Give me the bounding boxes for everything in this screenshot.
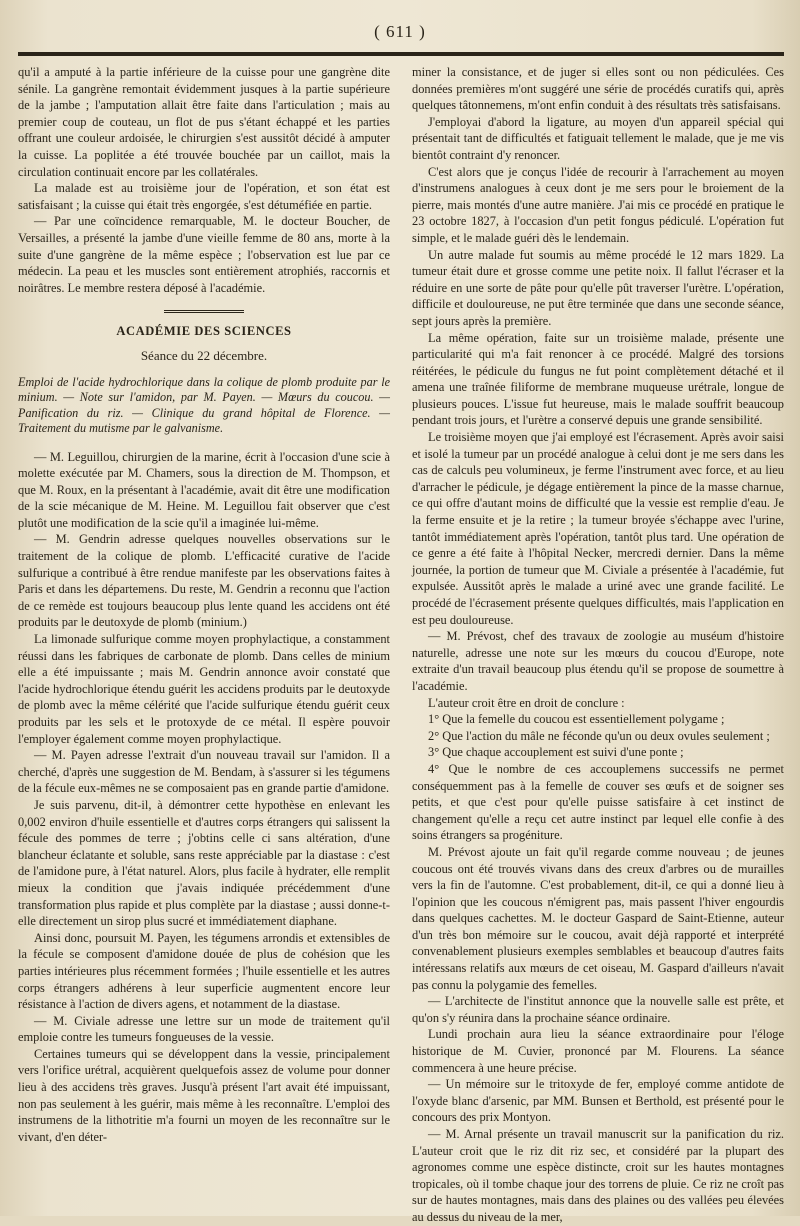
section-title: ACADÉMIE DES SCIENCES — [116, 324, 292, 339]
paragraph: La même opération, faite sur un troisième malade, présente une particularité qui m'a fait renoncer à ce procédé. Malgré des torsions réitérées, le pédicule du fungus ne fut point complètement détaché et il amena une traînée filiforme de membrane muqueuse urétrale, longue de plusieurs pouces. L'issue fut heureuse, mais le malade souffrit beaucoup pendant trois jours, et l'urètre a conservé depuis une grande sensibilité. — [412, 330, 784, 428]
paragraph: qu'il a amputé à la partie inférieure de la cuisse pour une gangrène dite sénile. La gangrène remontait évidemment jusques à la partie supérieure de la jambe ; l'amputation allait être faite dans l'articulation ; mais au premier coup de couteau, un flot de pus s'étant échappé et les parties offrant une couleur ardoisée, le chirurgien s'est aussitôt décidé à amputer la cuisse. La poplitée a été trouvée bouchée par un caillot, mais la circulation continuait encore par les collatérales. — [18, 65, 390, 179]
header-rule — [18, 52, 784, 56]
right-column — [412, 64, 784, 1224]
paragraph: — Par une coïncidence remarquable, M. le docteur Boucher, de Versailles, a présenté la jambe d'une vieille femme de 80 ans, morte à la suite d'une gangrène de la même espèce ; l'observation est lue par ce médecin. La peau et les muscles sont entièrement atrophiés, raccornis et noirâtres. Le membre restera déposé à l'académie. — [18, 214, 390, 295]
paragraph: — M. Gendrin adresse quelques nouvelles observations sur le traitement de la colique de plomb. L'efficacité curative de l'acide sulfurique a contribué à être rendue manifeste par les observations faites à Paris et dans les départemens. Du reste, M. Gendrin a reconnu que l'action de ce remède est toujours beaucoup plus lente quand les accidens ont été produits par le deutoxyde de plomb (minium.) — [18, 532, 390, 630]
session-date: Séance du 22 décembre. — [140, 347, 268, 363]
conclusion-item: 1° Que la femelle du coucou est essentiellement polygame ; — [428, 712, 725, 727]
two-column-body — [18, 64, 784, 1224]
conclusion-item: 3° Que chaque accouplement est suivi d'une ponte ; — [428, 745, 684, 760]
paragraph: L'auteur croit être en droit de conclure : — [428, 695, 625, 710]
paragraph: J'employai d'abord la ligature, au moyen d'un appareil spécial qui présentait tant de difficultés et fatiguait tellement le malade, que je me vis bientôt contraint d'y renoncer. — [412, 114, 784, 162]
paragraph: M. Prévost ajoute un fait qu'il regarde comme nouveau ; de jeunes coucous ont été trouvés vivans dans des creux d'arbres ou de murailles vers la fin de l'automne. C'est probablement, dit-il, ce qui a donné lieu à l'opinion que les coucous n'émigrent pas, mais passent l'hiver engourdis dans quelques cachettes. M. le docteur Gaspard de Saint-Etienne, auteur d'un très bon mémoire sur le coucou, avait déjà rapporté et interprété convenablement plusieurs exemples semblables et beaucoup d'autres faits intéressans relatifs aux mœurs de cet oiseau, M. Gaspard d'ailleurs n'avait pas connu la polygamie des femelles. — [412, 844, 784, 992]
paragraph: — M. Prévost, chef des travaux de zoologie au muséum d'histoire naturelle, adresse une note sur les mœurs du coucou d'Europe, note extraite d'un travail beaucoup plus étendu qu'il se propose de soumettre à l'académie. — [412, 629, 784, 693]
paragraph: — M. Payen adresse l'extrait d'un nouveau travail sur l'amidon. Il a cherché, d'après une suggestion de M. Bendam, à s'assurer si les tégumens de la fécule eux-mêmes ne se composaient pas en grande partie d'amidone. — [18, 748, 390, 796]
paragraph: La limonade sulfurique comme moyen prophylactique, a constamment réussi dans les fabriques de carbonate de plomb. Dans celles de minium elle a été impuissante ; mais M. Gendrin annonce avoir constaté que l'acide hydrochlorique étendu guérit les accidens produits par le deutoxyde de plomb avec la même célérité que l'acide sulfurique étendu guérit ceux produits par les sels et le protoxyde de ce métal. Il espère pouvoir l'employer également comme moyen prophylactique. — [18, 632, 390, 746]
paragraph: — M. Leguillou, chirurgien de la marine, écrit à l'occasion d'une scie à molette exécutée par M. Chamers, sous la direction de M. Thompson, et que M. Roux, en la présentant à l'académie, avait dit être une modification de la scie mécanique de M. Heine. M. Leguillou fait observer que c'est plutôt une modification de la scie qu'il a imaginée lui-même. — [18, 449, 390, 530]
paragraph: Un autre malade fut soumis au même procédé le 12 mars 1829. La tumeur était dure et grosse comme une petite noix. Il fallut l'écraser et la réduire en une sorte de pâte pour qu'elle pût traverser l'urètre. L'opération, difficile et douloureuse, ne put être terminée que dans une seconde séance, sept jours après la première. — [412, 247, 784, 328]
session-summary: Emploi de l'acide hydrochlorique dans la colique de plomb produite par le minium. — Note sur l'amidon, par M. Payen. — Mœurs du coucou. — Panification du riz. — Clinique du grand hôpital de Florence. — Traitement du mutisme par le galvanisme. — [18, 374, 390, 435]
paragraph: — Un mémoire sur le tritoxyde de fer, employé comme antidote de l'oxyde blanc d'arsenic, par MM. Bunsen et Berthold, est présenté pour le concours des prix Montyon. — [412, 1077, 784, 1125]
paragraph: — L'architecte de l'institut annonce que la nouvelle salle est prête, et qu'on s'y réunira dans la prochaine séance ordinaire. — [412, 994, 784, 1025]
paragraph: miner la consistance, et de juger si elles sont ou non pédiculées. Ces données premières m'ont suggéré une série de procédés curatifs qui, après quelques tâtonnemens, m'ont enfin conduit à des résultats très satisfaisans. — [412, 65, 784, 113]
paragraph: — M. Arnal présente un travail manuscrit sur la panification du riz. L'auteur croit que le riz dit riz sec, et considéré par la plupart des agronomes comme une espèce distincte, croit sur les hautes montagnes tropicales, où il tombe chaque jour des torrens de pluie. Ce riz ne croît pas sur de hautes montagnes, mais dans des plaines ou des vallées peu élevées au dessus du niveau de la mer, — [412, 1127, 784, 1224]
paragraph: Lundi prochain aura lieu la séance extraordinaire pour l'éloge historique de M. Cuvier, prononcé par M. Flourens. La séance commencera à une heure précise. — [412, 1027, 784, 1075]
paragraph: Je suis parvenu, dit-il, à démontrer cette hypothèse en enlevant les 0,002 environ d'huile essentielle et d'autres corps étrangers qui salissent la fécule des pommes de terre ; j'obtins celle ci sans altération, d'une blancheur éclatante et soluble, sans reste appréciable par la diastase : c'est de l'amidone pure, à l'état naturel. Alors, plus facile à hydrater, elle remplit mieux la condition que j'avais indiquée précédemment d'une transformation plus rapide et plus complète par la diastase ; aussi donne-t-elle directement un sirop plus sucré et immédiatement diaphane. — [18, 797, 390, 929]
section-divider — [164, 310, 244, 313]
paragraph: — M. Civiale adresse une lettre sur un mode de traitement qu'il emploie contre les tumeurs fongueuses de la vessie. — [18, 1013, 390, 1045]
paragraph: C'est alors que je conçus l'idée de recourir à l'arrachement au moyen d'instrumens analogues à ceux dont je me sers pour le broiement de la pierre, mais montés d'une autre manière. J'ai mis ce procédé en pratique le 23 octobre 1827, à l'occasion d'un petit fongus pédiculé. L'opération fut simple, et le malade guéri dès le lendemain. — [412, 164, 784, 245]
paragraph: Ainsi donc, poursuit M. Payen, les tégumens arrondis et extensibles de la fécule se composent d'amidone douée de plus de cohésion que les parties intérieures plus récemment formées ; l'huile essentielle et les autres corps étrangers adhérens à leur superficie augmentent encore leur résistance à l'action de divers agens, et notamment de la diastase. — [18, 930, 390, 1012]
left-column — [18, 64, 390, 1204]
paragraph: Certaines tumeurs qui se développent dans la vessie, principalement vers l'orifice urétral, acquièrent quelquefois assez de volume pour donner lieu à des accidens très graves. Jusqu'à présent l'art avait été impuissant, non pas seulement à les guérir, mais même à les reconnaître. L'emploi des instrumens de la lithotritie m'a fourni un moyen de les reconnaître sur le vivant, d'en déter- — [18, 1046, 390, 1144]
paragraph: La malade est au troisième jour de l'opération, et son état est satisfaisant ; la cuisse qui était très engorgée, s'est détuméfiée en partie. — [18, 181, 390, 212]
conclusion-item: 2° Que l'action du mâle ne féconde qu'un ou deux ovules seulement ; — [428, 728, 770, 743]
page-number: ( 611 ) — [374, 22, 426, 41]
conclusion-item: 4° Que le nombre de ces accouplemens successifs ne permet conséquemment pas à la femelle de couver ses œufs et de soigner ses petits, et que c'est pour qu'elle puisse satisfaire à cet instinct de changement qu'elle a reçu cet autre instinct par lequel elle confie à des soins étrangers sa progéniture. — [412, 761, 784, 843]
paragraph: Le troisième moyen que j'ai employé est l'écrasement. Après avoir saisi et isolé la tumeur par un procédé analogue à celui dont je me sers dans les cas de calculs peu volumineux, je ferme l'instrument avec force, et au lieu d'arracher le pédicule, je dégage entièrement la pince de la masse charnue, ce qui offre d'autant moins de difficulté que la vessie est remplie d'eau. Je la ferme ensuite et je la retire ; la tumeur broyée s'échappe avec l'urine, tantôt immédiatement après l'opération, tantôt plus tard. Une opération de ce genre a été faite à l'hôpital Necker, mercredi dernier. Dans la même journée, la portion de tumeur que M. Civiale a présentée à l'académie, fut expulsée. Aussitôt après le malade a uriné avec une grande facilité. Le procédé de l'écrasement présente quelques difficultés, mais l'application en est peu douloureuse. — [412, 430, 784, 627]
